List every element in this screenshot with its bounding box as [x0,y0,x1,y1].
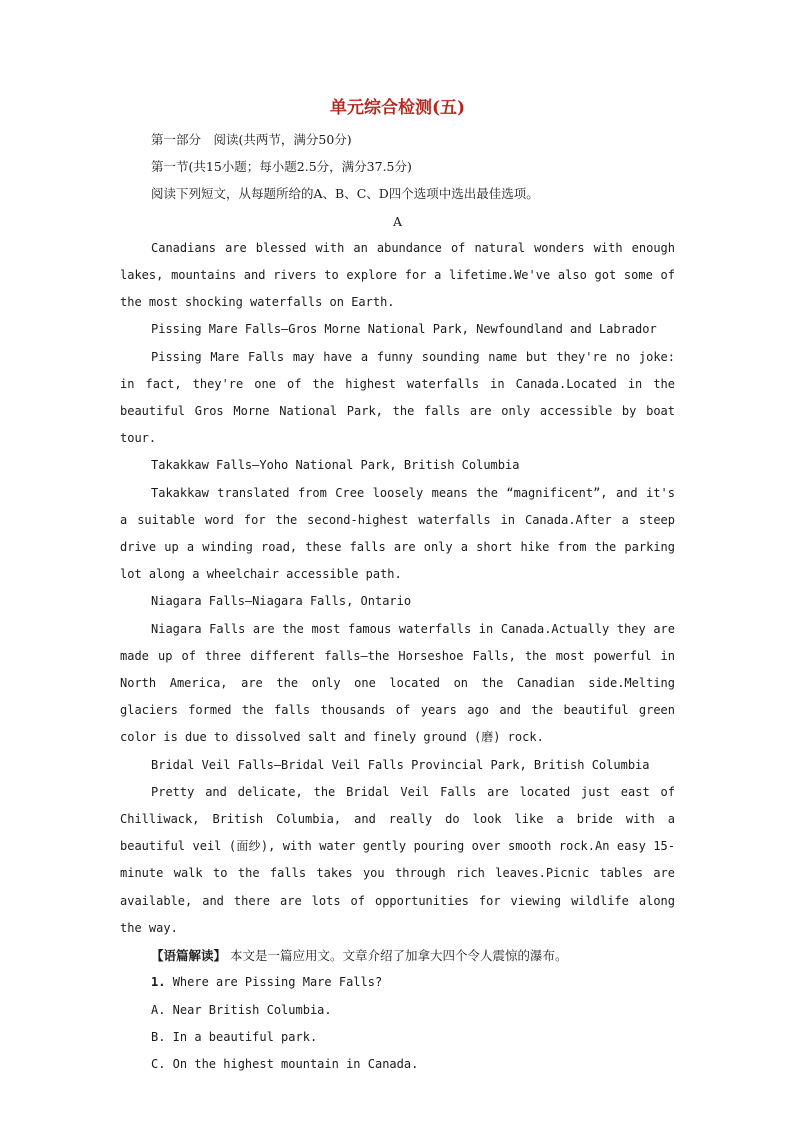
falls-heading-4: Bridal Veil Falls—Bridal Veil Falls Provincial Park, British Columbia [151,757,650,772]
part-heading: 第一部分 阅读(共两节，满分50分) [151,132,352,147]
analysis-text: 本文是一篇应用文。文章介绍了加拿大四个令人震惊的瀑布。 [230,948,568,964]
question-number: 1. [151,975,166,990]
analysis-line [120,942,675,969]
passage-label: A [392,213,403,229]
document-page [120,96,675,1078]
question-stem: Where are Pissing Mare Falls? [172,975,383,990]
falls-paragraph-1: Pissing Mare Falls may have a funny sounding name but they're no joke: in fact, they're one of the highest waterfalls in Canada.Located in the beautiful Gros Morne National Park, the falls are only accessible by boat tour. [120,349,675,446]
option-c: C. On the highest mountain in Canada. [151,1056,419,1071]
intro-paragraph: Canadians are blessed with an abundance of natural wonders with enough lakes, mountains and rivers to explore for a lifetime.We've also got some of the most shocking waterfalls on Earth. [120,240,675,310]
option-a: A. Near British Columbia. [151,1002,332,1017]
analysis-label: 【语篇解读】 [151,948,227,964]
falls-paragraph-2: Takakkaw translated from Cree loosely means the “magnificent”, and it's a suitable word for the second-highest waterfalls in Canada.After a steep drive up a winding road, these falls are only a short hike from the parking lot along a wheelchair accessible path. [120,485,675,582]
falls-heading-2: Takakkaw Falls—Yoho National Park, British Columbia [151,458,520,473]
instruction-text: 阅读下列短文，从每题所给的A、B、C、D四个选项中选出最佳选项。 [151,186,539,202]
option-b: B. In a beautiful park. [151,1029,318,1044]
section-heading: 第一节(共15小题；每小题2.5分，满分37.5分) [151,159,412,175]
page-title: 单元综合检测(五) [329,98,466,118]
question-stem-line [120,969,675,996]
falls-paragraph-4: Pretty and delicate, the Bridal Veil Falls are located just east of Chilliwack, British Columbia, and really do look like a bride with a beautiful veil (面纱), with water gently pouring over smooth rock.An easy 15-minute walk to the falls takes you through rich leaves.Picnic tables are available, and there are lots of opportunities for viewing wildlife along the way. [120,784,675,935]
falls-heading-1: Pissing Mare Falls—Gros Morne National Park, Newfoundland and Labrador [151,322,657,337]
falls-paragraph-3: Niagara Falls are the most famous waterfalls in Canada.Actually they are made up of three different falls—the Horseshoe Falls, the most powerful in North America, are the only one located on the Canadian side.Melting glaciers formed the falls thousands of years ago and the beautiful green color is due to dissolved salt and finely ground (磨) rock. [120,621,675,745]
falls-heading-3: Niagara Falls—Niagara Falls, Ontario [151,594,412,609]
